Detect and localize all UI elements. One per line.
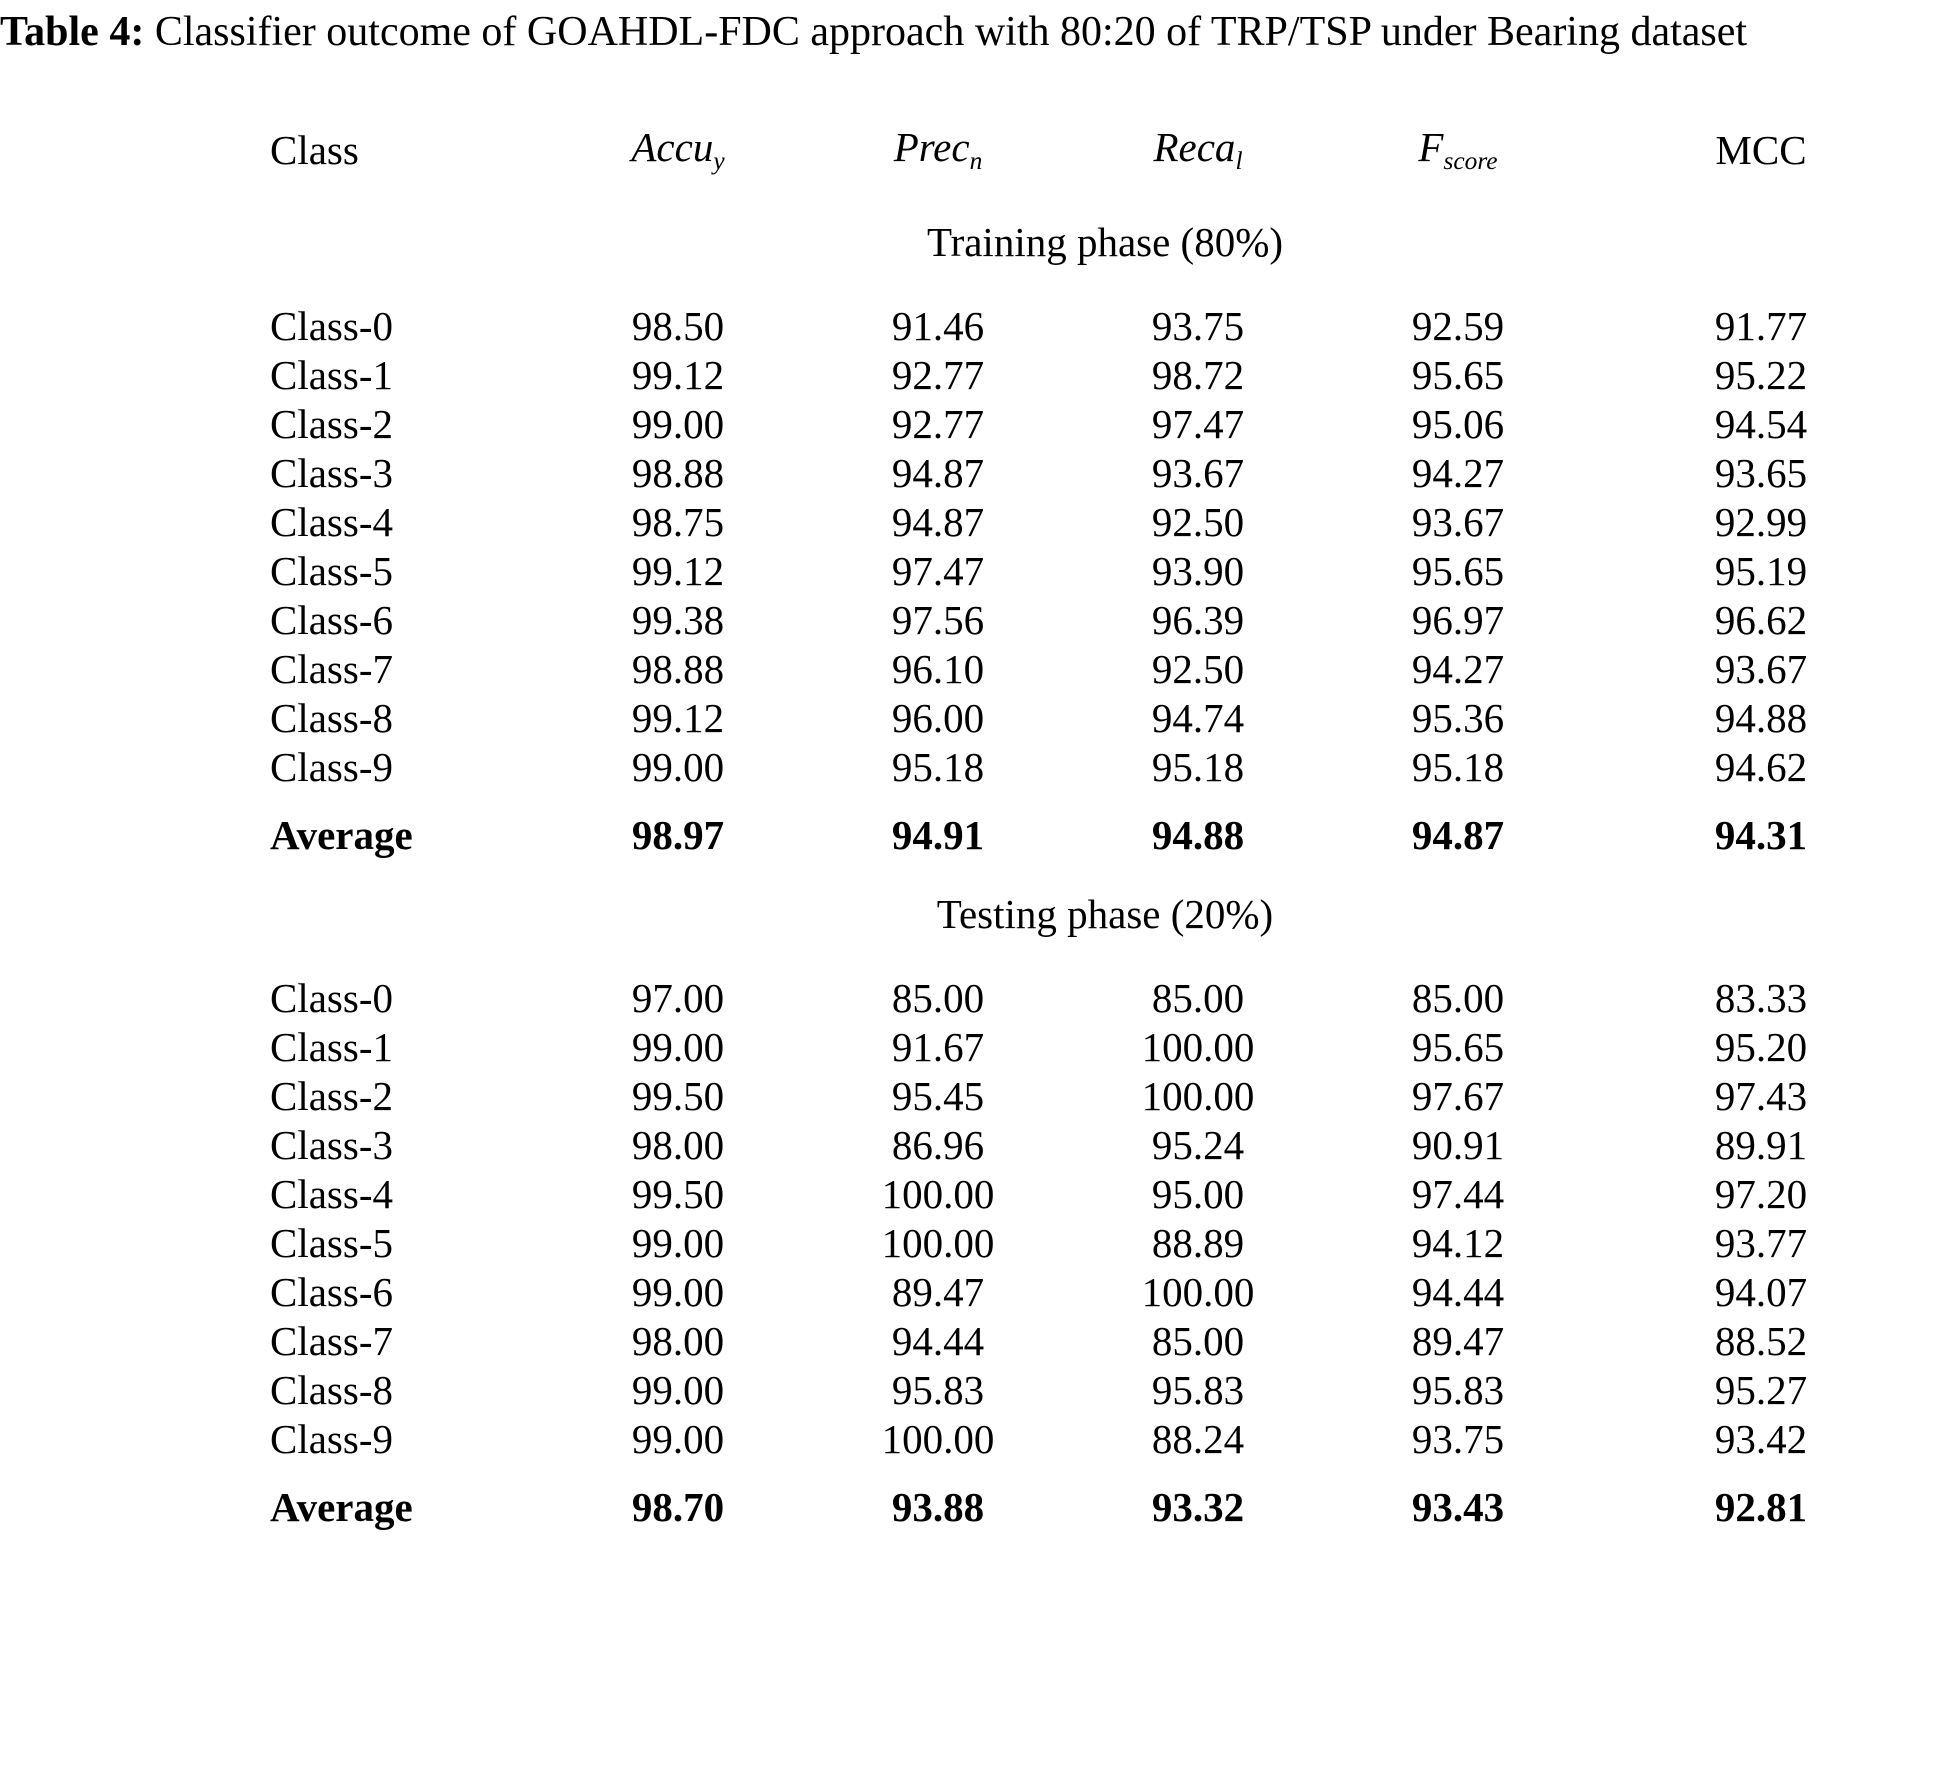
cell-mcc: 93.77	[1714, 1220, 1808, 1266]
cell-mcc: 89.91	[1714, 1122, 1808, 1168]
results-table	[266, 104, 1944, 1540]
cell-mcc: 91.77	[1714, 303, 1808, 349]
cell-class: Class-5	[270, 548, 393, 594]
cell-accu: 98.00	[631, 1318, 725, 1364]
cell-reca: 100.00	[1141, 1269, 1255, 1315]
cell-fscore: 85.00	[1411, 975, 1505, 1021]
cell-fscore: 95.36	[1411, 695, 1505, 741]
cell-accu: 99.12	[631, 548, 725, 594]
cell-class: Class-8	[270, 695, 393, 741]
cell-mcc: 92.99	[1714, 499, 1808, 545]
cell-class: Class-3	[270, 450, 393, 496]
cell-accu: 99.00	[631, 1269, 725, 1315]
table-row	[266, 547, 1944, 596]
cell-mcc: 88.52	[1714, 1318, 1808, 1364]
cell-reca: 85.00	[1151, 1318, 1245, 1364]
cell-mcc: 95.20	[1714, 1024, 1808, 1070]
cell-prec: 96.00	[891, 695, 985, 741]
table-row	[266, 1121, 1944, 1170]
table-row	[266, 596, 1944, 645]
table-row	[266, 351, 1944, 400]
average-cell-prec: 94.91	[891, 812, 985, 858]
cell-mcc: 83.33	[1714, 975, 1808, 1021]
cell-reca: 92.50	[1151, 499, 1245, 545]
column-header-mcc: MCC	[1715, 127, 1807, 173]
cell-accu: 99.50	[631, 1171, 725, 1217]
cell-class: Class-6	[270, 1269, 393, 1315]
cell-prec: 86.96	[891, 1122, 985, 1168]
average-cell-fscore: 93.43	[1411, 1484, 1505, 1530]
cell-fscore: 94.27	[1411, 450, 1505, 496]
cell-fscore: 92.59	[1411, 303, 1505, 349]
cell-reca: 100.00	[1141, 1024, 1255, 1070]
cell-accu: 99.00	[631, 1220, 725, 1266]
table-row	[266, 645, 1944, 694]
cell-prec: 100.00	[881, 1171, 995, 1217]
table-row	[266, 743, 1944, 802]
cell-accu: 97.00	[631, 975, 725, 1021]
cell-reca: 98.72	[1151, 352, 1245, 398]
results-table-wrapper	[266, 104, 1808, 1540]
average-cell-prec: 93.88	[891, 1484, 985, 1530]
table-row	[266, 1366, 1944, 1415]
cell-prec: 91.67	[891, 1024, 985, 1070]
cell-class: Class-9	[270, 744, 393, 790]
average-cell-class: Average	[270, 812, 413, 858]
column-header-recall: Reca$_l$	[1153, 124, 1243, 176]
cell-fscore: 93.75	[1411, 1416, 1505, 1462]
cell-prec: 97.47	[891, 548, 985, 594]
cell-class: Class-5	[270, 1220, 393, 1266]
cell-class: Class-8	[270, 1367, 393, 1413]
cell-prec: 92.77	[891, 352, 985, 398]
cell-class: Class-1	[270, 1024, 393, 1070]
table-caption	[0, 0, 1954, 62]
cell-accu: 99.00	[631, 1024, 725, 1070]
cell-class: Class-4	[270, 1171, 393, 1217]
column-header-precision: Prec$_n$	[893, 124, 983, 176]
caption-label: Table 4:	[0, 9, 145, 55]
average-cell-reca: 93.32	[1151, 1484, 1245, 1530]
table-row	[266, 1072, 1944, 1121]
cell-prec: 91.46	[891, 303, 985, 349]
cell-fscore: 97.67	[1411, 1073, 1505, 1119]
cell-accu: 98.88	[631, 450, 725, 496]
cell-reca: 95.83	[1151, 1367, 1245, 1413]
cell-mcc: 96.62	[1714, 597, 1808, 643]
table-header	[266, 104, 1944, 196]
table-row	[266, 1023, 1944, 1072]
cell-fscore: 89.47	[1411, 1318, 1505, 1364]
average-cell-mcc: 94.31	[1714, 812, 1808, 858]
cell-mcc: 95.19	[1714, 548, 1808, 594]
average-cell-reca: 94.88	[1151, 812, 1245, 858]
cell-mcc: 97.43	[1714, 1073, 1808, 1119]
average-cell-mcc: 92.81	[1714, 1484, 1808, 1530]
cell-prec: 95.18	[891, 744, 985, 790]
cell-reca: 96.39	[1151, 597, 1245, 643]
cell-accu: 98.88	[631, 646, 725, 692]
cell-reca: 88.24	[1151, 1416, 1245, 1462]
cell-fscore: 97.44	[1411, 1171, 1505, 1217]
average-cell-class: Average	[270, 1484, 413, 1530]
cell-reca: 94.74	[1151, 695, 1245, 741]
cell-fscore: 94.27	[1411, 646, 1505, 692]
cell-fscore: 95.65	[1411, 1024, 1505, 1070]
table-row	[266, 449, 1944, 498]
cell-prec: 92.77	[891, 401, 985, 447]
cell-reca: 88.89	[1151, 1220, 1245, 1266]
cell-prec: 96.10	[891, 646, 985, 692]
header-row	[266, 104, 1944, 196]
phase-banner-row	[266, 196, 1944, 288]
cell-accu: 98.50	[631, 303, 725, 349]
cell-mcc: 94.62	[1714, 744, 1808, 790]
cell-mcc: 93.42	[1714, 1416, 1808, 1462]
cell-reca: 100.00	[1141, 1073, 1255, 1119]
cell-accu: 98.75	[631, 499, 725, 545]
cell-class: Class-1	[270, 352, 393, 398]
average-row	[266, 802, 1944, 868]
cell-prec: 85.00	[891, 975, 985, 1021]
cell-accu: 99.12	[631, 352, 725, 398]
cell-fscore: 95.65	[1411, 548, 1505, 594]
cell-prec: 97.56	[891, 597, 985, 643]
cell-reca: 95.18	[1151, 744, 1245, 790]
table-row	[266, 1219, 1944, 1268]
cell-mcc: 94.88	[1714, 695, 1808, 741]
table-body	[266, 196, 1944, 1540]
table-row	[266, 498, 1944, 547]
cell-prec: 95.83	[891, 1367, 985, 1413]
cell-fscore: 95.83	[1411, 1367, 1505, 1413]
cell-class: Class-0	[270, 303, 393, 349]
cell-class: Class-9	[270, 1416, 393, 1462]
cell-class: Class-7	[270, 646, 393, 692]
cell-accu: 99.00	[631, 744, 725, 790]
cell-accu: 98.00	[631, 1122, 725, 1168]
cell-prec: 100.00	[881, 1220, 995, 1266]
cell-reca: 93.75	[1151, 303, 1245, 349]
cell-class: Class-2	[270, 1073, 393, 1119]
cell-class: Class-2	[270, 401, 393, 447]
cell-mcc: 94.07	[1714, 1269, 1808, 1315]
cell-fscore: 95.65	[1411, 352, 1505, 398]
cell-prec: 95.45	[891, 1073, 985, 1119]
cell-class: Class-4	[270, 499, 393, 545]
cell-mcc: 97.20	[1714, 1171, 1808, 1217]
table-row	[266, 400, 1944, 449]
cell-class: Class-3	[270, 1122, 393, 1168]
cell-reca: 92.50	[1151, 646, 1245, 692]
phase-banner-row	[266, 868, 1944, 960]
cell-class: Class-7	[270, 1318, 393, 1364]
cell-reca: 93.67	[1151, 450, 1245, 496]
table-row	[266, 1170, 1944, 1219]
cell-reca: 95.00	[1151, 1171, 1245, 1217]
cell-fscore: 94.12	[1411, 1220, 1505, 1266]
table-row	[266, 960, 1944, 1023]
column-header-accuracy: Accu$_y$	[631, 124, 725, 176]
cell-fscore: 95.18	[1411, 744, 1505, 790]
cell-reca: 95.24	[1151, 1122, 1245, 1168]
table-row	[266, 1415, 1944, 1474]
cell-fscore: 95.06	[1411, 401, 1505, 447]
table-row	[266, 1268, 1944, 1317]
cell-accu: 99.12	[631, 695, 725, 741]
cell-accu: 99.00	[631, 1416, 725, 1462]
cell-prec: 89.47	[891, 1269, 985, 1315]
cell-fscore: 93.67	[1411, 499, 1505, 545]
cell-mcc: 95.22	[1714, 352, 1808, 398]
cell-accu: 99.50	[631, 1073, 725, 1119]
cell-fscore: 90.91	[1411, 1122, 1505, 1168]
phase-banner-label: Testing phase (20%)	[936, 891, 1274, 937]
cell-mcc: 94.54	[1714, 401, 1808, 447]
phase-banner-label: Training phase (80%)	[926, 219, 1284, 265]
cell-prec: 94.87	[891, 499, 985, 545]
average-row	[266, 1474, 1944, 1540]
average-cell-accu: 98.70	[631, 1484, 725, 1530]
cell-fscore: 96.97	[1411, 597, 1505, 643]
cell-mcc: 93.65	[1714, 450, 1808, 496]
column-header-class: Class	[270, 127, 359, 173]
cell-reca: 97.47	[1151, 401, 1245, 447]
cell-class: Class-6	[270, 597, 393, 643]
cell-prec: 100.00	[881, 1416, 995, 1462]
cell-accu: 99.00	[631, 1367, 725, 1413]
table-row	[266, 288, 1944, 351]
cell-prec: 94.87	[891, 450, 985, 496]
average-cell-fscore: 94.87	[1411, 812, 1505, 858]
cell-mcc: 93.67	[1714, 646, 1808, 692]
table-row	[266, 694, 1944, 743]
cell-mcc: 95.27	[1714, 1367, 1808, 1413]
column-header-fscore: $F_{score}$	[1418, 124, 1498, 176]
table-row	[266, 1317, 1944, 1366]
cell-prec: 94.44	[891, 1318, 985, 1364]
cell-fscore: 94.44	[1411, 1269, 1505, 1315]
average-cell-accu: 98.97	[631, 812, 725, 858]
cell-reca: 93.90	[1151, 548, 1245, 594]
cell-accu: 99.00	[631, 401, 725, 447]
cell-reca: 85.00	[1151, 975, 1245, 1021]
cell-accu: 99.38	[631, 597, 725, 643]
cell-class: Class-0	[270, 975, 393, 1021]
caption-text: Classifier outcome of GOAHDL-FDC approach with 80:20 of TRP/TSP under Bearing dataset	[154, 9, 1748, 55]
